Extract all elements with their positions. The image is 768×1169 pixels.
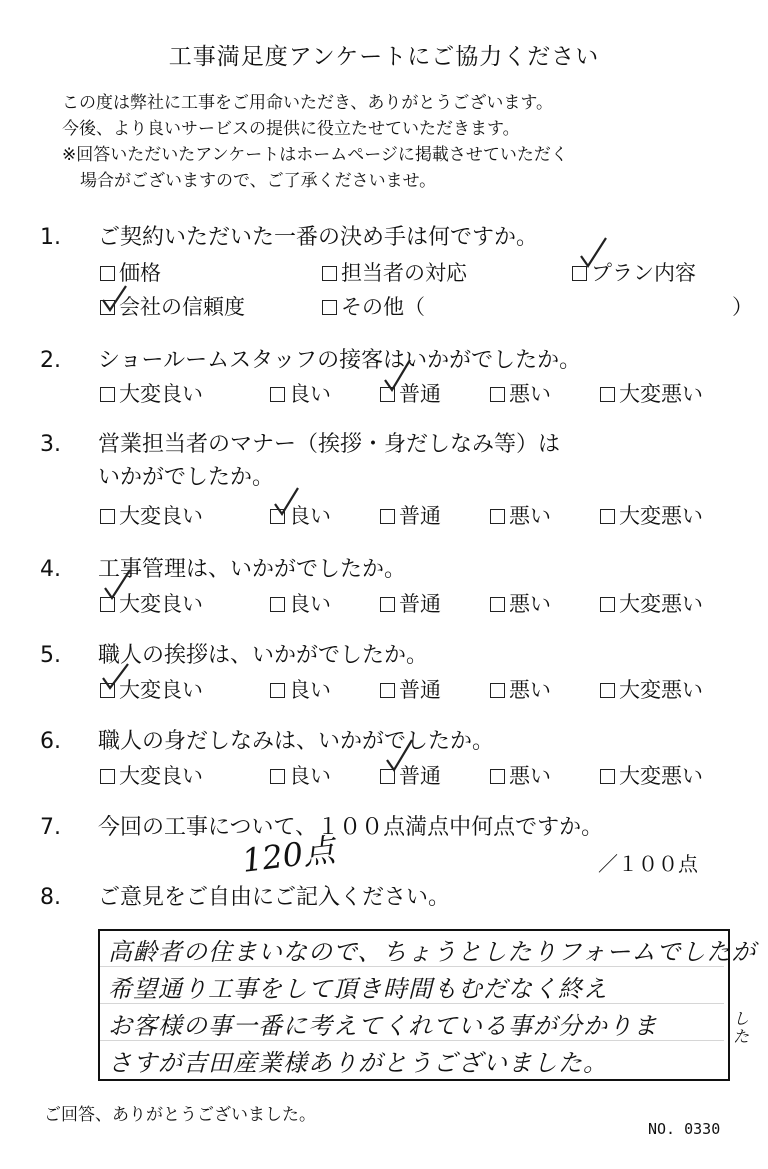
checkbox[interactable] — [270, 683, 285, 698]
question-number: 4. — [40, 557, 61, 582]
option-label: 悪い — [509, 764, 551, 788]
question-text: 職人の身だしなみは、いかがでしたか。 — [98, 729, 495, 754]
comment-line: 高齢者の住まいなので、ちょうとしたりフォームでしたが — [108, 938, 757, 966]
scale-option[interactable] — [600, 674, 703, 704]
question-8 — [40, 880, 450, 911]
scale-option[interactable] — [100, 378, 203, 408]
question-3-continued: いかがでしたか。 — [98, 465, 275, 490]
option-label: 大変良い — [119, 678, 203, 702]
checkbox[interactable] — [490, 509, 505, 524]
comment-line: お客様の事一番に考えてくれている事が分かりま — [108, 1012, 658, 1040]
intro-text — [62, 90, 568, 194]
scale-option[interactable] — [270, 674, 331, 704]
check-mark-icon — [102, 566, 132, 600]
option-label: 大変良い — [119, 504, 203, 528]
scale-option[interactable] — [380, 674, 441, 704]
handwritten-score: 120点 — [239, 830, 337, 880]
checkbox[interactable] — [322, 266, 337, 281]
scale-option[interactable] — [380, 588, 441, 618]
option-label: 悪い — [509, 678, 551, 702]
question-text: 今回の工事について、１００点満点中何点ですか。 — [98, 815, 604, 840]
option-label: 悪い — [509, 382, 551, 406]
checkbox[interactable] — [490, 597, 505, 612]
checkbox[interactable] — [100, 387, 115, 402]
question-2 — [40, 343, 581, 374]
checkbox[interactable] — [270, 769, 285, 784]
scale-option[interactable] — [270, 588, 331, 618]
intro-line: この度は弊社に工事をご用命いただき、ありがとうございます。 — [62, 93, 553, 113]
checkbox[interactable] — [322, 300, 337, 315]
scale-option[interactable] — [490, 674, 551, 704]
scale-option[interactable] — [100, 760, 203, 790]
option-label: 良い — [289, 382, 331, 406]
check-mark-icon — [578, 236, 608, 270]
option-label: 普通 — [399, 764, 441, 788]
checkbox[interactable] — [100, 266, 115, 281]
option-label: 良い — [289, 592, 331, 616]
scale-option[interactable] — [490, 500, 551, 530]
option-label: 大変良い — [119, 764, 203, 788]
checkbox[interactable] — [600, 509, 615, 524]
scale-option[interactable] — [490, 588, 551, 618]
check-mark-icon — [384, 738, 414, 772]
question-4 — [40, 552, 406, 583]
checkbox[interactable] — [490, 387, 505, 402]
question-5 — [40, 638, 428, 669]
option-label: 良い — [289, 764, 331, 788]
question-text: ご意見をご自由にご記入ください。 — [98, 885, 451, 910]
scale-option[interactable] — [270, 760, 331, 790]
q1-other-close: ） — [732, 295, 753, 319]
checkbox[interactable] — [380, 509, 395, 524]
scale-option[interactable] — [490, 378, 551, 408]
checkbox[interactable] — [600, 769, 615, 784]
question-text: ショールームスタッフの接客はいかがでしたか。 — [98, 348, 582, 373]
option-label: 大変悪い — [619, 504, 703, 528]
option-label: 良い — [289, 504, 331, 528]
option-label: 大変良い — [119, 382, 203, 406]
option-label: 普通 — [399, 592, 441, 616]
question-number: 2. — [40, 348, 61, 373]
scale-option[interactable] — [600, 588, 703, 618]
q1-option-staff[interactable] — [322, 257, 467, 287]
option-label: 会社の信頼度 — [119, 295, 245, 319]
score-max-label: ／１００点 — [598, 852, 698, 876]
comment-tail: した — [733, 1009, 750, 1046]
scale-option[interactable] — [600, 760, 703, 790]
check-mark-icon — [272, 484, 302, 518]
comment-line: 希望通り工事をして頂き時間もむだなく終え — [108, 975, 608, 1003]
option-label: 価格 — [119, 261, 161, 285]
intro-line: ※回答いただいたアンケートはホームページに掲載させていただく — [62, 145, 568, 165]
question-number: 7. — [40, 815, 61, 840]
option-label: 普通 — [399, 504, 441, 528]
comment-line: さすが吉田産業様ありがとうございました。 — [108, 1049, 608, 1077]
footer-thanks: ご回答、ありがとうございました。 — [44, 1105, 316, 1125]
check-mark-icon — [382, 358, 412, 392]
option-label: 大変悪い — [619, 678, 703, 702]
option-label: 担当者の対応 — [341, 261, 467, 285]
intro-line: 今後、より良いサービスの提供に役立たせていただきます。 — [62, 119, 520, 139]
checkbox[interactable] — [600, 683, 615, 698]
question-number: 8. — [40, 885, 61, 910]
survey-title: 工事満足度アンケートにご協力ください — [168, 44, 600, 70]
option-label: プラン内容 — [591, 261, 696, 285]
scale-option[interactable] — [600, 500, 703, 530]
checkbox[interactable] — [100, 769, 115, 784]
checkbox[interactable] — [380, 597, 395, 612]
option-label: 普通 — [399, 382, 441, 406]
checkbox[interactable] — [100, 509, 115, 524]
option-label: 大変悪い — [619, 764, 703, 788]
option-label: 普通 — [399, 678, 441, 702]
question-6 — [40, 724, 494, 755]
check-mark-icon — [100, 280, 130, 314]
question-number: 5. — [40, 643, 61, 668]
question-text: 職人の挨拶は、いかがでしたか。 — [98, 643, 429, 668]
question-number: 6. — [40, 729, 61, 754]
question-3 — [40, 427, 560, 458]
question-text: 工事管理は、いかがでしたか。 — [98, 557, 407, 582]
option-label: その他（ — [341, 295, 425, 319]
intro-line: 場合がございますので、ご了承くださいませ。 — [80, 171, 437, 191]
checkbox[interactable] — [270, 597, 285, 612]
scale-option[interactable] — [600, 378, 703, 408]
scale-option[interactable] — [100, 500, 203, 530]
option-label: 良い — [289, 678, 331, 702]
option-label: 大変悪い — [619, 592, 703, 616]
scale-option[interactable] — [490, 760, 551, 790]
checkbox[interactable] — [600, 597, 615, 612]
scale-option[interactable] — [380, 500, 441, 530]
option-label: 悪い — [509, 592, 551, 616]
question-text: 営業担当者のマナー（挨拶・身だしなみ等）は — [98, 432, 561, 457]
sheet-number: NO. 0330 — [648, 1120, 721, 1138]
checkbox[interactable] — [490, 769, 505, 784]
question-text: ご契約いただいた一番の決め手は何ですか。 — [98, 225, 539, 250]
question-number: 3. — [40, 432, 61, 457]
q1-option-other[interactable] — [322, 291, 425, 321]
option-label: 大変悪い — [619, 382, 703, 406]
checkbox[interactable] — [270, 387, 285, 402]
checkbox[interactable] — [600, 387, 615, 402]
question-number: 1. — [40, 225, 61, 250]
scale-option[interactable] — [270, 378, 331, 408]
option-label: 悪い — [509, 504, 551, 528]
checkbox[interactable] — [380, 683, 395, 698]
check-mark-icon — [100, 660, 130, 694]
checkbox[interactable] — [490, 683, 505, 698]
option-label: 大変良い — [119, 592, 203, 616]
question-1 — [40, 220, 538, 251]
